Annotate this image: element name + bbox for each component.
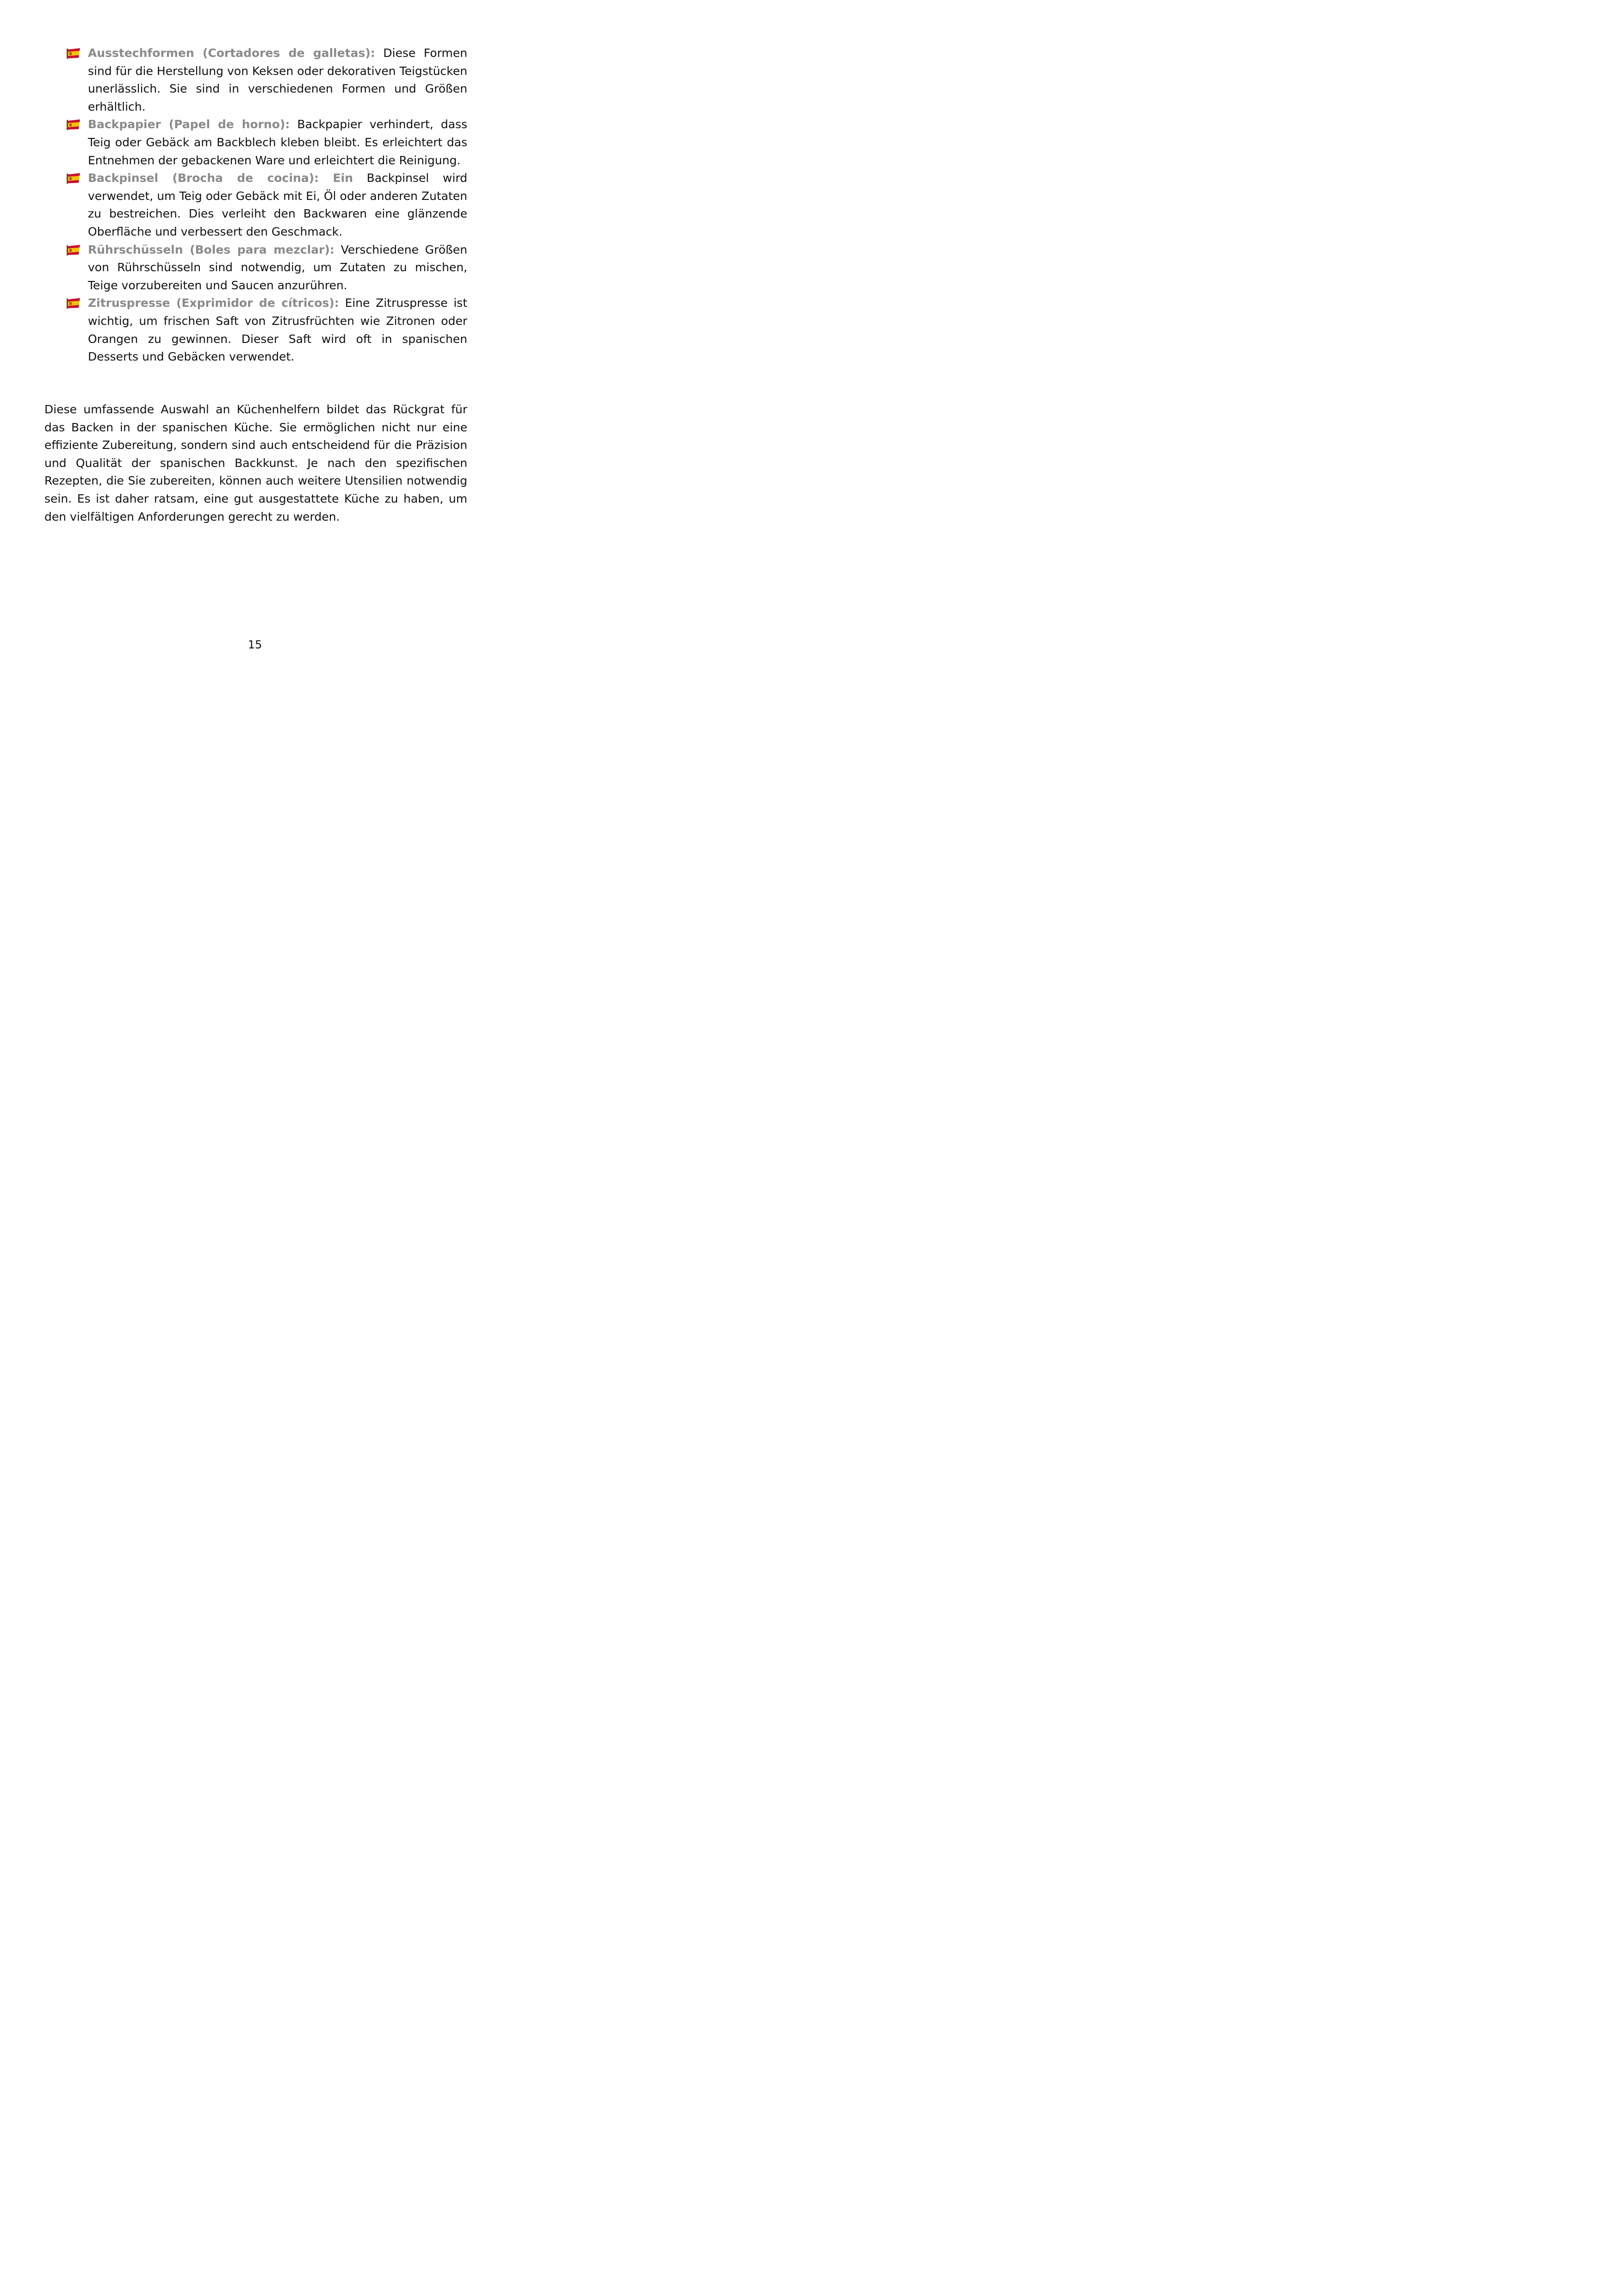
spain-flag-icon	[66, 118, 81, 131]
page-number: 15	[248, 638, 262, 651]
item-term: Backpapier (Papel de horno):	[88, 118, 290, 131]
tool-list	[64, 44, 467, 366]
spain-flag-icon	[66, 297, 81, 309]
item-description: Verschiedene Größen von Rührschüsseln sind notwendig, um Zutaten zu mischen, Teige vorzubereiten und Saucen anzurühren.	[88, 243, 467, 292]
spain-flag-icon	[66, 47, 81, 59]
list-item	[64, 241, 467, 295]
list-item	[64, 294, 467, 366]
item-term: Rührschüsseln (Boles para mezclar):	[88, 243, 335, 256]
document-page	[0, 0, 510, 723]
item-term: Backpinsel (Brocha de cocina): Ein	[88, 171, 353, 185]
item-term: Ausstechformen (Cortadores de galletas):	[88, 46, 375, 60]
spain-flag-icon	[66, 172, 81, 184]
list-item	[64, 44, 467, 116]
list-item	[64, 169, 467, 241]
item-description: Diese Formen sind für die Herstellung von Keksen oder dekorativen Teigstücken unerlässlich. Sie sind in verschiedenen Formen und Größen erhältlich.	[88, 46, 467, 113]
item-description: Eine Zitruspresse ist wichtig, um frischen Saft von Zitrusfrüchten wie Zitronen oder Orangen zu gewinnen. Dieser Saft wird oft in spanischen Desserts und Gebäcken verwendet.	[88, 296, 467, 364]
list-item	[64, 116, 467, 169]
item-term: Zitruspresse (Exprimidor de cítricos):	[88, 296, 339, 310]
item-description: Backpapier verhindert, dass Teig oder Gebäck am Backblech kleben bleibt. Es erleichtert das Entnehmen der gebackenen Ware und erleichtert die Reinigung.	[88, 118, 467, 167]
summary-paragraph: Diese umfassende Auswahl an Küchenhelfern bildet das Rückgrat für das Backen in der spanischen Küche. Sie ermöglichen nicht nur eine effiziente Zubereitung, sondern sind auch entscheidend für die Präzision und Qualität der spanischen Backkunst. Je nach den spezifischen Rezepten, die Sie zubereiten, können auch weitere Utensilien notwendig sein. Es ist daher ratsam, eine gut ausgestattete Küche zu haben, um den vielfältigen Anforderungen gerecht zu werden.	[44, 403, 467, 523]
spain-flag-icon	[66, 244, 81, 256]
item-description: Backpinsel wird verwendet, um Teig oder Gebäck mit Ei, Öl oder anderen Zutaten zu bestreichen. Dies verleiht den Backwaren eine glänzende Oberfläche und verbessert den Geschmack.	[88, 171, 467, 238]
